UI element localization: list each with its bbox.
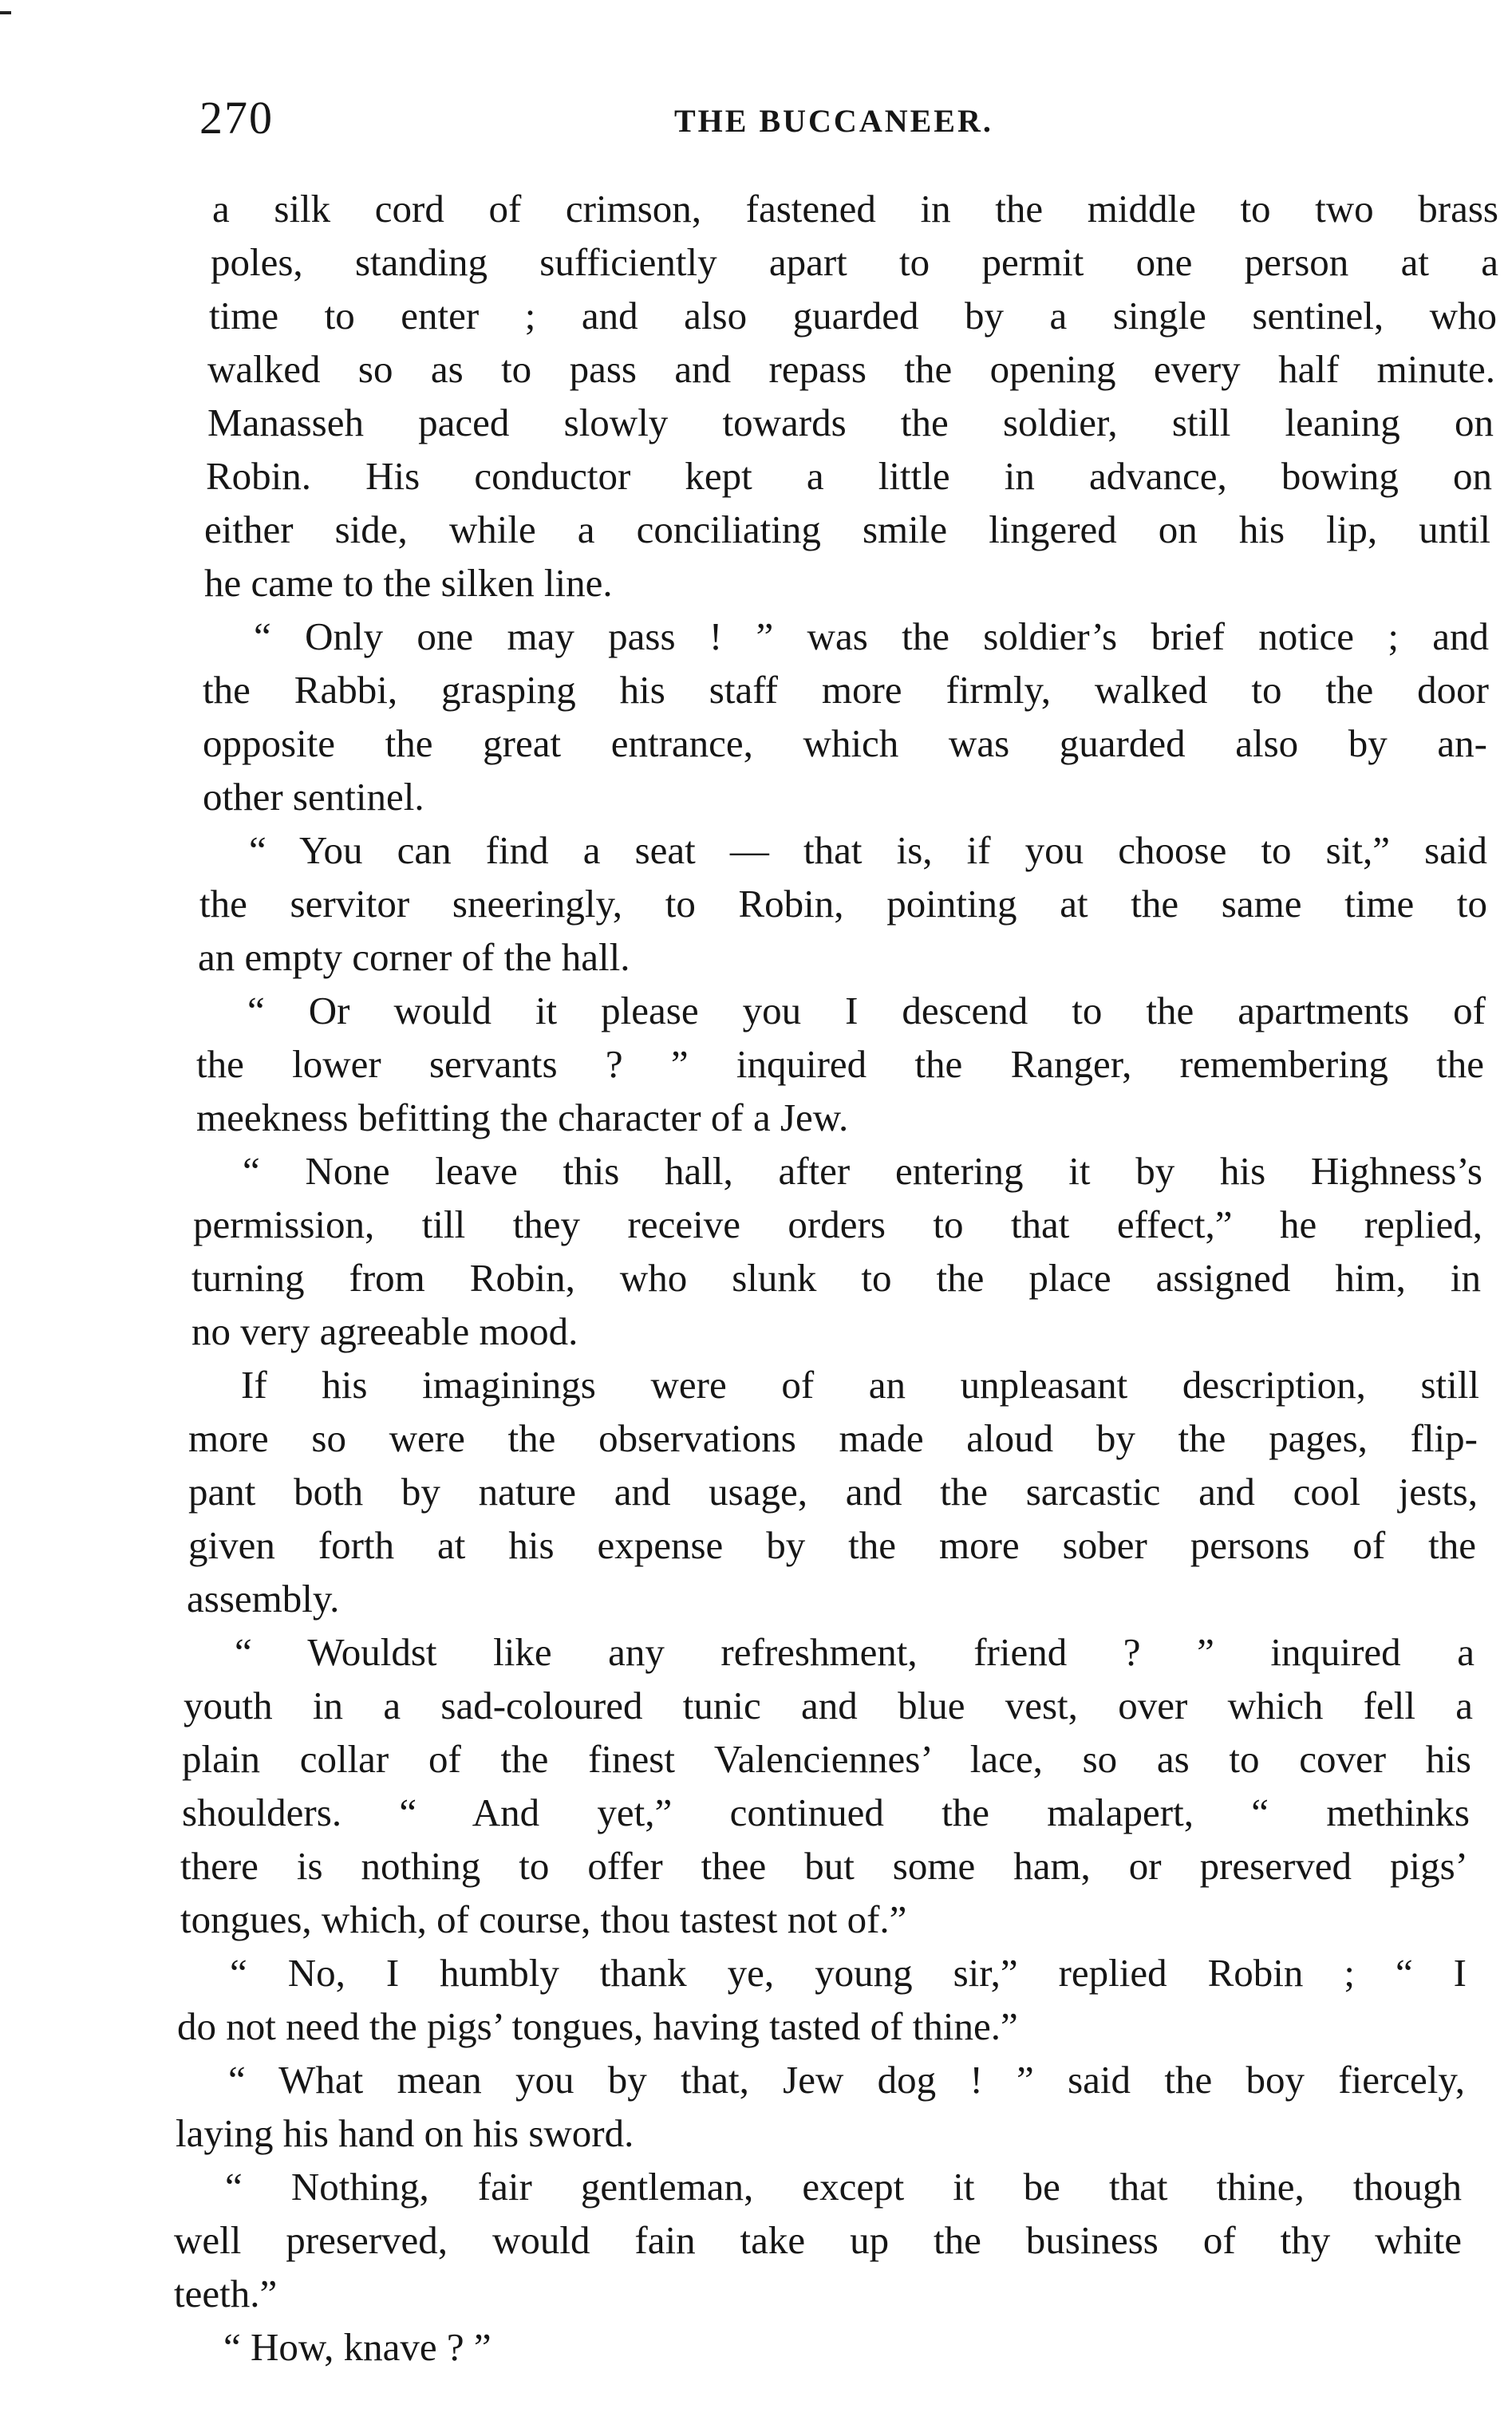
text-line: tongues, which, of course, thou tastest not of.” (180, 1897, 907, 1941)
text-line: “ None leave this hall, after entering it by his Highness’s (243, 1149, 1482, 1193)
text-line: permission, till they receive orders to that effect,” he replied, (193, 1202, 1482, 1246)
text-line: “ No, I humbly thank ye, young sir,” replied Robin ; “ I (230, 1951, 1467, 1995)
text-line: the Rabbi, grasping his staff more firmly, walked to the door (203, 668, 1489, 712)
text-line: “ You can find a seat — that is, if you choose to sit,” said (249, 828, 1487, 872)
text-line: the lower servants ? ” inquired the Ranger, remembering the (196, 1042, 1484, 1086)
text-line: teeth.” (174, 2272, 278, 2315)
running-title: THE BUCCANEER. (674, 103, 993, 139)
text-line: Robin. His conductor kept a little in advance, bowing on (206, 454, 1492, 498)
text-line: plain collar of the finest Valenciennes’ lace, so as to cover his (182, 1737, 1471, 1781)
text-line: do not need the pigs’ tongues, having tasted of thine.” (177, 2004, 1018, 2048)
text-line: pant both by nature and usage, and the sarcastic and cool jests, (188, 1470, 1478, 1514)
text-line: well preserved, would fain take up the business of thy white (174, 2218, 1462, 2262)
text-line: If his imaginings were of an unpleasant description, still (241, 1363, 1479, 1407)
text-line: more so were the observations made aloud by the pages, flip- (188, 1416, 1478, 1460)
text-line: an empty corner of the hall. (198, 935, 630, 979)
text-line: no very agreeable mood. (191, 1309, 578, 1353)
text-line: either side, while a conciliating smile lingered on his lip, until (204, 507, 1490, 551)
text-line: other sentinel. (203, 775, 424, 819)
text-line: given forth at his expense by the more sober persons of the (188, 1523, 1476, 1567)
text-line: “ Nothing, fair gentleman, except it be that thine, though (225, 2165, 1462, 2209)
text-line: youth in a sad-coloured tunic and blue vest, over which fell a (184, 1684, 1473, 1727)
text-line: “ Or would it please you I descend to the apartments of (247, 989, 1486, 1032)
text-line: shoulders. “ And yet,” continued the malapert, “ methinks (182, 1790, 1470, 1834)
text-line: he came to the silken line. (204, 561, 613, 605)
text-line: “ Wouldst like any refreshment, friend ? ” inquired a (235, 1630, 1474, 1674)
text-line: “ How, knave ? ” (223, 2325, 491, 2369)
text-line: walked so as to pass and repass the opening every half minute. (207, 347, 1495, 391)
text-line: laying his hand on his sword. (176, 2111, 634, 2155)
text-line: opposite the great entrance, which was guarded also by an- (203, 721, 1487, 765)
text-line: Manasseh paced slowly towards the soldier, still leaning on (207, 401, 1494, 444)
text-line: time to enter ; and also guarded by a single sentinel, who (209, 294, 1497, 338)
text-line: poles, standing sufficiently apart to permit one person at a (211, 240, 1498, 284)
text-line: meekness befitting the character of a Jew. (196, 1096, 849, 1139)
text-line: the servitor sneeringly, to Robin, pointing at the same time to (199, 882, 1487, 926)
text-line: a silk cord of crimson, fastened in the middle to two brass (212, 187, 1498, 231)
text-line: there is nothing to offer thee but some ham, or preserved pigs’ (180, 1844, 1468, 1888)
text-line: “ Only one may pass ! ” was the soldier’s brief notice ; and (254, 614, 1489, 658)
text-line: “ What mean you by that, Jew dog ! ” said the boy fiercely, (228, 2058, 1465, 2102)
text-line: assembly. (187, 1577, 340, 1621)
page-number: 270 (199, 92, 274, 144)
text-line: turning from Robin, who slunk to the place assigned him, in (191, 1256, 1481, 1300)
